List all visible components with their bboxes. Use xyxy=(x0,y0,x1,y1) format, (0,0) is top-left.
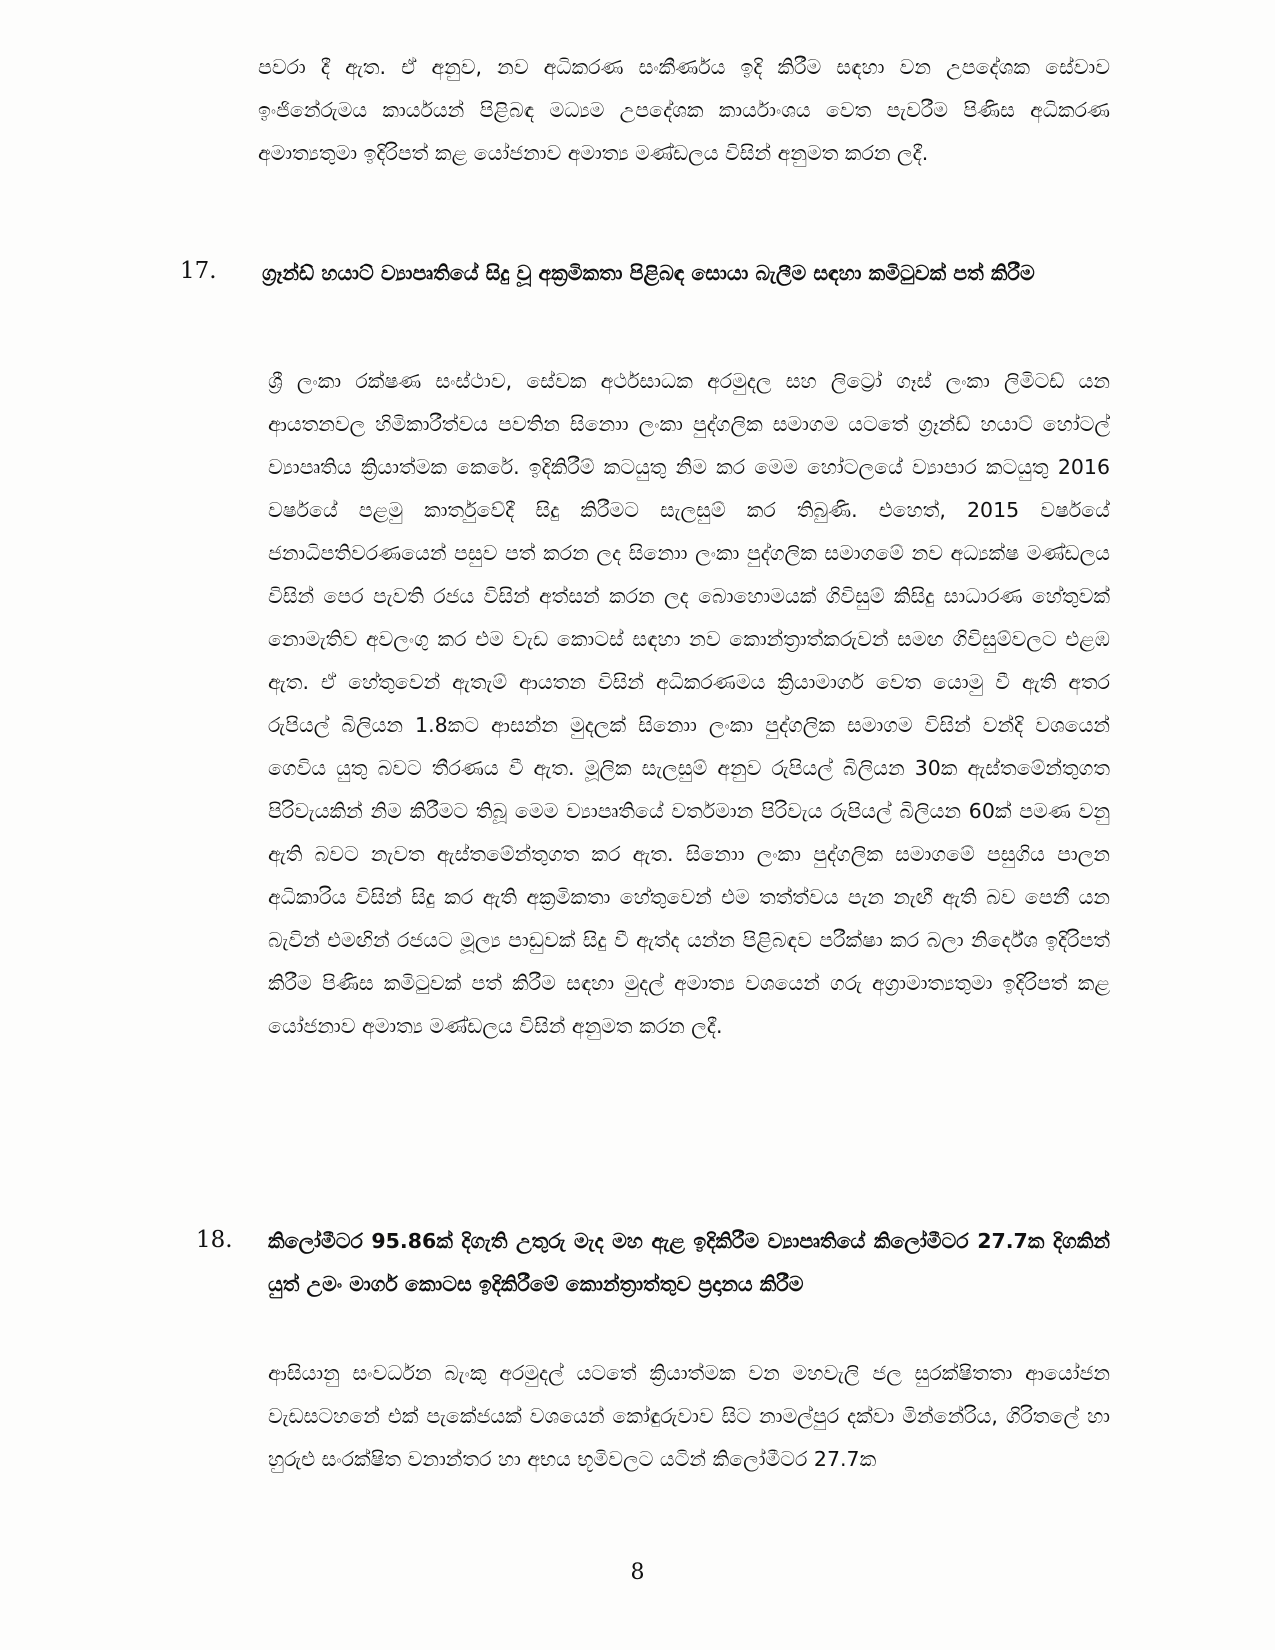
item-body-18: ආසියානු සංවර්ධන බැංකු අරමුදල් යටතේ ක්‍රියාත්මක වන මහවැලි ජල සුරක්ෂිතතා ආයෝජන වැඩසටහනේ එක් පැකේජයක් වශයෙන් කෝඳුරුවාව සිට නාමල්පුර දක්වා මින්නේරිය, ගිරිතලේ හා හුරුළු සංරක්ෂිත වනාන්තර හා අභය භූමිවලට යටින් කිලෝමීටර 27.7ක xyxy=(268,1361,1110,1471)
item-heading-17: ග්‍රෑන්ඩ් හයාට් ව්‍යාපෘතියේ සිදු වූ අක්‍රමිකතා පිළිබඳ සොයා බැලීම සඳහා කමිටුවක් පත් කිරීම xyxy=(262,261,1035,285)
page-number: 8 xyxy=(630,1560,645,1585)
item-heading-18: කිලෝමීටර 95.86ක් දිගැති උතුරු මැද මහ ඇළ ඉදිකිරීම ව්‍යාපෘතියේ කිලෝමීටර 27.7ක දිගකින් යුත් උමං මාර්ග කොටස ඉදිකිරීමේ කොන්ත්‍රාත්තුව ප්‍රදානය කිරීම xyxy=(268,1229,1110,1296)
item-number-17: 17. xyxy=(180,258,217,284)
continuation-paragraph: පවරා දී ඇත. ඒ අනුව, නව අධිකරණ සංකීර්ණය ඉදි කිරීම සඳහා වන උපදේශක සේවාව ඉංජිනේරුමය කාර්යයන් පිළිබඳ මධ්‍යම උපදේශක කාර්යාංශය වෙත පැවරීම පිණිස අධිකරණ අමාත්‍යතුමා ඉදිරිපත් කළ යෝජනාව අමාත්‍ය මණ්ඩලය විසින් අනුමත කරන ලදී. xyxy=(258,55,1110,165)
item-number-18: 18. xyxy=(196,1227,233,1253)
item-body-17: ශ්‍රී ලංකා රක්ෂණ සංස්ථාව, සේවක අර්ථසාධක අරමුදල සහ ලිට්‍රෝ ගෑස් ලංකා ලිමිටඩ් යන ආයතනවල හිමිකාරීත්වය පවතින සිනොා ලංකා පුද්ගලික සමාගම යටතේ ග්‍රෑන්ඩ් හයාට් හෝටල් ව්‍යාපෘතිය ක්‍රියාත්මක කෙරේ. ඉදිකිරීම් කටයුතු නිම කර මෙම හෝටලයේ ව්‍යාපාර කටයුතු 2016 වර්ෂයේ පළමු කාර්තුවේදී සිදු කිරීමට සැලසුම් කර තිබුණි. එහෙත්, 2015 වර්ෂයේ ජනාධිපතිවරණයෙන් පසුව පත් කරන ලද සිනොා ලංකා පුද්ගලික සමාගමේ නව අධ්‍යක්ෂ මණ්ඩලය විසින් පෙර පැවති රජය විසින් අත්සන් කරන ලද බොහොමයක් ගිවිසුම් කිසිදු සාධාරණ හේතුවක් නොමැතිව අවලංගු කර එම වැඩ කොටස් සඳහා නව කොන්ත්‍රාත්කරුවන් සමඟ ගිවිසුම්වලට එළඹ ඇත. ඒ හේතුවෙන් ඇතැම් ආයතන විසින් අධිකරණමය ක්‍රියාමාර්ග වෙත යොමු වී ඇති අතර රුපියල් බිලියන 1.8කට ආසන්න මුදලක් සිනොා ලංකා පුද්ගලික සමාගම විසින් වන්දි වශයෙන් ගෙවිය යුතු බවට තීරණය වී ඇත. මූලික සැලසුම් අනුව රුපියල් බිලියන 30ක ඇස්තමේන්තුගත පිරිවැයකින් නිම කිරීමට තිබූ මෙම ව්‍යාපෘතියේ වර්තමාන පිරිවැය රුපියල් බිලියන 60ක් පමණ වනු ඇති බවට නැවත ඇස්තමේන්තුගත කර ඇත. සිනොා ලංකා පුද්ගලික සමාගමේ පසුගිය පාලන අධිකාරිය විසින් සිදු කර ඇති අක්‍රමිකතා හේතුවෙන් එම තත්ත්වය පැන නැඟී ඇති බව පෙනී යන බැවින් එමඟින් රජයට මූල්‍ය පාඩුවක් සිදු වී ඇත්ද යන්න පිළිබඳව පරීක්ෂා කර බලා නිර්දේශ ඉදිරිපත් කිරීම පිණිස කමිටුවක් පත් කිරීම සඳහා මුදල් අමාත්‍ය වශයෙන් ගරු අග්‍රාමාත්‍යතුමා ඉදිරිපත් කළ යෝජනාව අමාත්‍ය මණ්ඩලය විසින් අනුමත කරන ලදී. xyxy=(268,369,1110,1038)
